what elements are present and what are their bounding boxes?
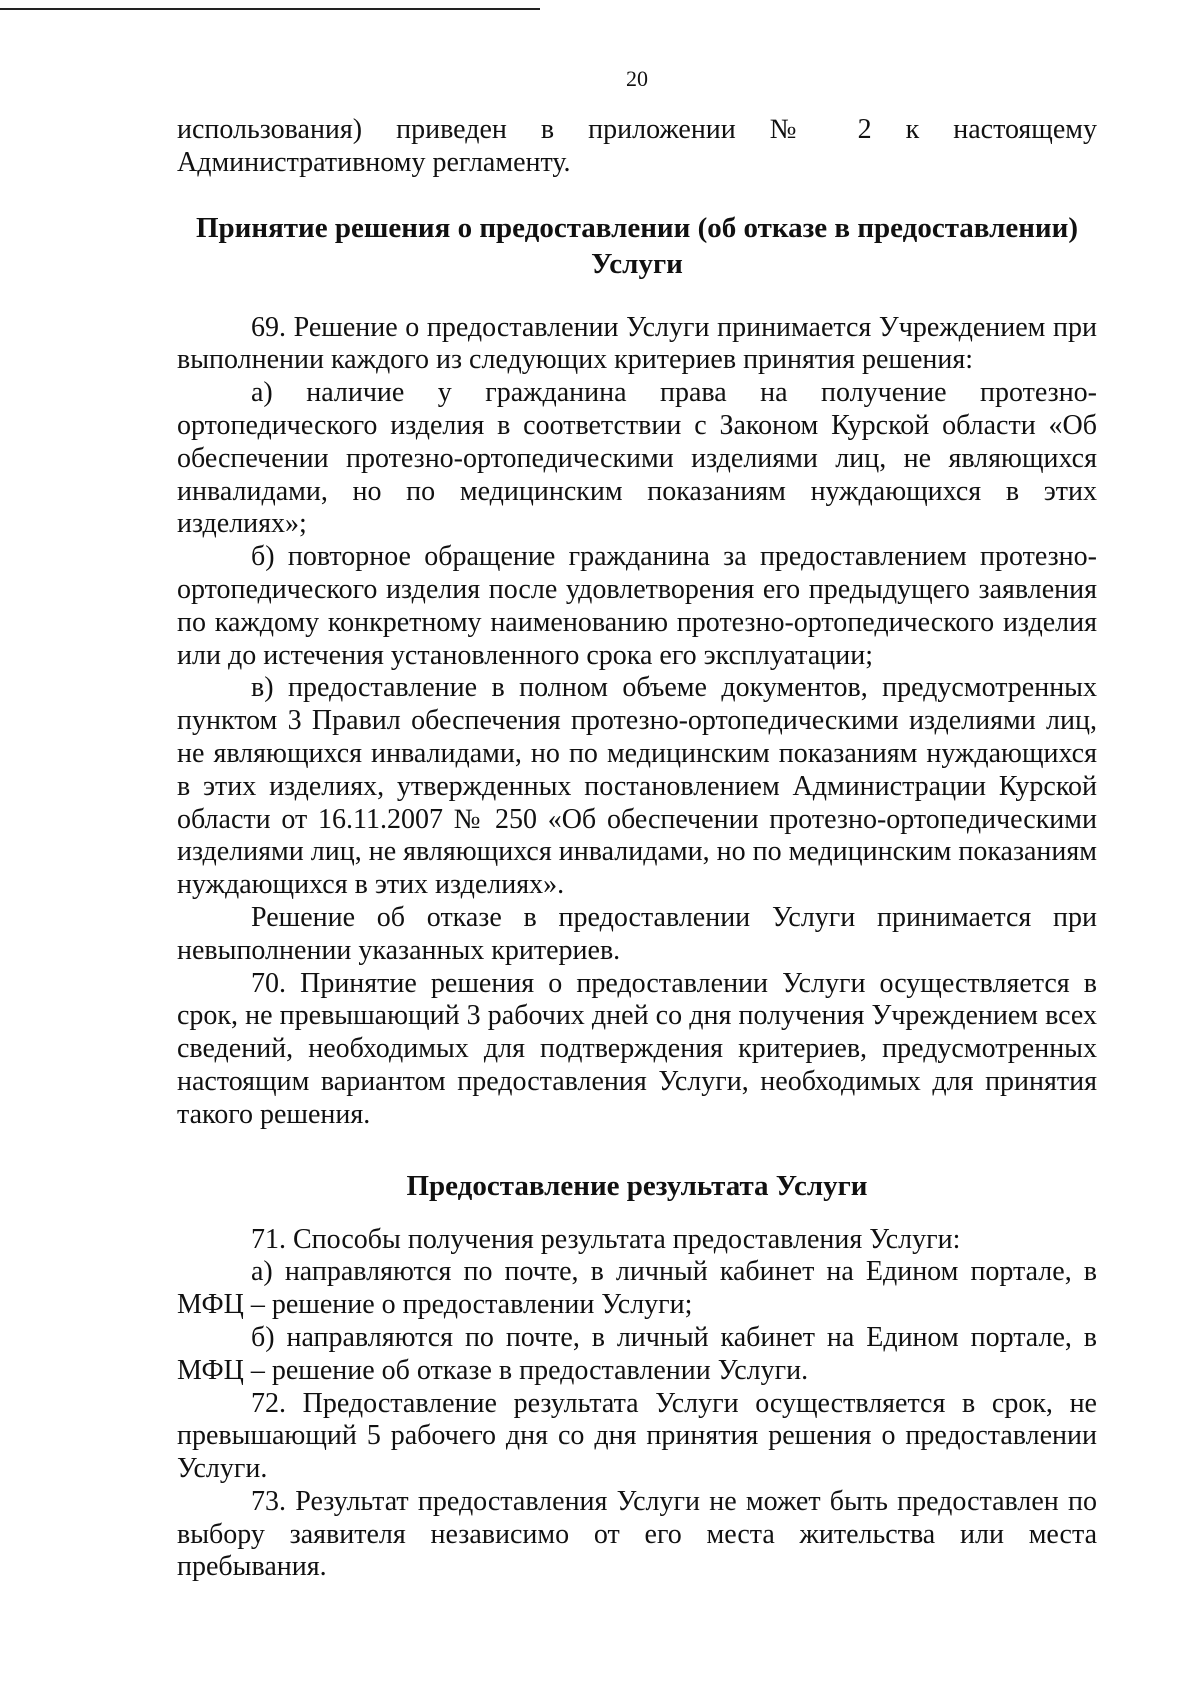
page-number: 20 bbox=[626, 66, 648, 91]
paragraph-69: 69. Решение о предоставлении Услуги принимается Учреждением при выполнении каждого из следующих критериев принятия решения: bbox=[177, 311, 1097, 376]
section-heading-decision: Принятие решения о предоставлении (об отказе в предоставлении) Услуги bbox=[196, 211, 1078, 280]
scan-top-rule bbox=[0, 8, 540, 10]
paragraph-71-b: б) направляются по почте, в личный кабинет на Едином портале, в МФЦ – решение об отказе в предоставлении Услуги. bbox=[177, 1321, 1097, 1386]
paragraph-71: 71. Способы получения результата предоставления Услуги: bbox=[251, 1223, 961, 1255]
paragraph-71-a: а) направляются по почте, в личный кабинет на Едином портале, в МФЦ – решение о предоставлении Услуги; bbox=[177, 1256, 1097, 1321]
paragraph-70: 70. Принятие решения о предоставлении Услуги осуществляется в срок, не превышающий 3 рабочих дней со дня получения Учреждением всех сведений, необходимых для подтверждения критериев, предусмотренных настоящим вариантом предоставления Услуги, необходимых для принятия такого решения. bbox=[177, 967, 1097, 1130]
paragraph-69-v: в) предоставление в полном объеме документов, предусмотренных пунктом 3 Правил обеспечения протезно-ортопедическими изделиями лиц, не являющихся инвалидами, но по медицинским показаниям нуждающихся в этих изделиях, утвержденных постановлением Администрации Курской области от 16.11.2007 № 250 «Об обеспечении протезно-ортопедическими изделиями лиц, не являющихся инвалидами, но по медицинским показаниям нуждающихся в этих изделиях». bbox=[177, 672, 1097, 901]
section-heading-result: Предоставление результата Услуги bbox=[406, 1169, 868, 1202]
paragraph-72: 72. Предоставление результата Услуги осуществляется в срок, не превышающий 5 рабочего дня со дня принятия решения о предоставлении Услуги. bbox=[177, 1387, 1097, 1485]
paragraph-69-a: а) наличие у гражданина права на получение протезно-ортопедического изделия в соответствии с Законом Курской области «Об обеспечении протезно-ортопедическими изделиями лиц, не являющихся инвалидами, но по медицинским показаниям нуждающихся в этих изделиях»; bbox=[177, 377, 1097, 540]
paragraph-69-b: б) повторное обращение гражданина за предоставлением протезно-ортопедического изделия после удовлетворения его предыдущего заявления по каждому конкретному наименованию протезно-ортопедического изделия или до истечения установленного срока его эксплуатации; bbox=[177, 541, 1097, 671]
paragraph-refusal: Решение об отказе в предоставлении Услуги принимается при невыполнении указанных критериев. bbox=[177, 901, 1097, 966]
document-page bbox=[177, 64, 1097, 1584]
intro-paragraph: использования) приведен в приложении № 2 к настоящему Административному регламенту. bbox=[177, 114, 1097, 178]
paragraph-73: 73. Результат предоставления Услуги не может быть предоставлен по выбору заявителя независимо от его места жительства или места пребывания. bbox=[177, 1485, 1097, 1583]
